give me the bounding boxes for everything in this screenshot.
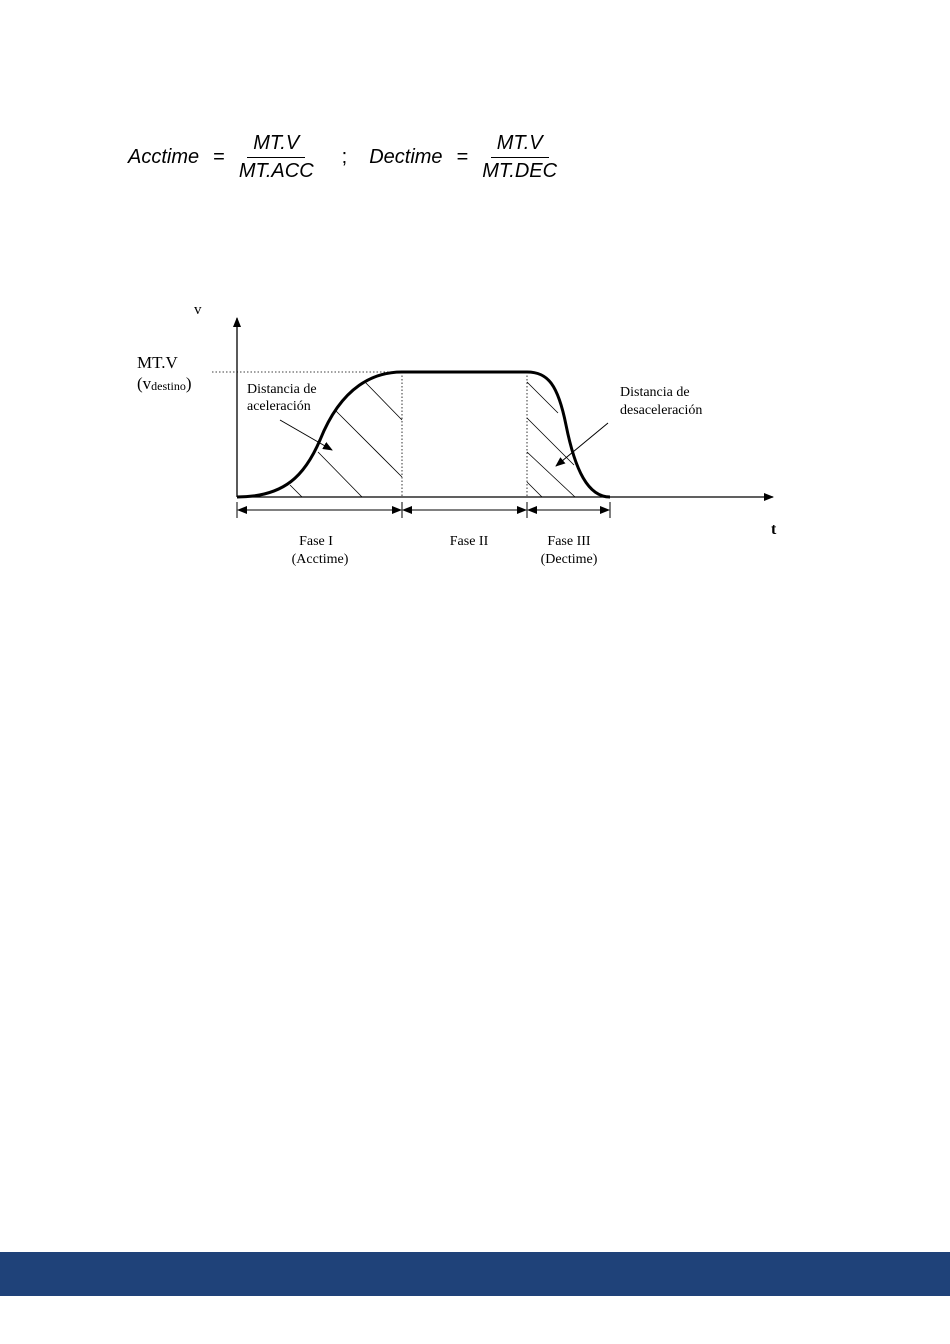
phase-1-sub: (Acctime) <box>291 552 349 567</box>
equals-sign: = <box>456 146 469 168</box>
dectime-denominator: MT.DEC <box>482 160 558 182</box>
acctime-numerator: MT.V <box>247 132 305 158</box>
dectime-label: Dectime <box>369 146 443 168</box>
accel-area-label-line2: aceleración <box>247 399 311 414</box>
decel-area-label-line1: Distancia de <box>620 385 690 400</box>
dectime-numerator: MT.V <box>491 132 549 158</box>
equals-sign: = <box>213 146 225 168</box>
decel-label-arrow <box>556 423 608 466</box>
y-axis-label: v <box>194 302 202 318</box>
phase-1-name: Fase I <box>299 534 333 549</box>
x-axis-label: t <box>771 521 777 538</box>
accel-area-label-line1: Distancia de <box>247 382 317 397</box>
accel-label-arrow <box>280 420 332 450</box>
phase-2-name: Fase II <box>449 534 489 549</box>
decel-area-label-line2: desaceleración <box>620 403 703 418</box>
target-velocity-sub: (vdestino) <box>137 374 192 393</box>
footer-bar <box>0 1252 950 1296</box>
phase-3-sub: (Dectime) <box>540 552 598 567</box>
acctime-label: Acctime <box>128 146 200 168</box>
phase-3-name: Fase III <box>547 534 591 549</box>
target-velocity-label: MT.V <box>137 353 178 372</box>
formula-separator: ; <box>341 146 348 168</box>
acctime-denominator: MT.ACC <box>238 160 314 182</box>
